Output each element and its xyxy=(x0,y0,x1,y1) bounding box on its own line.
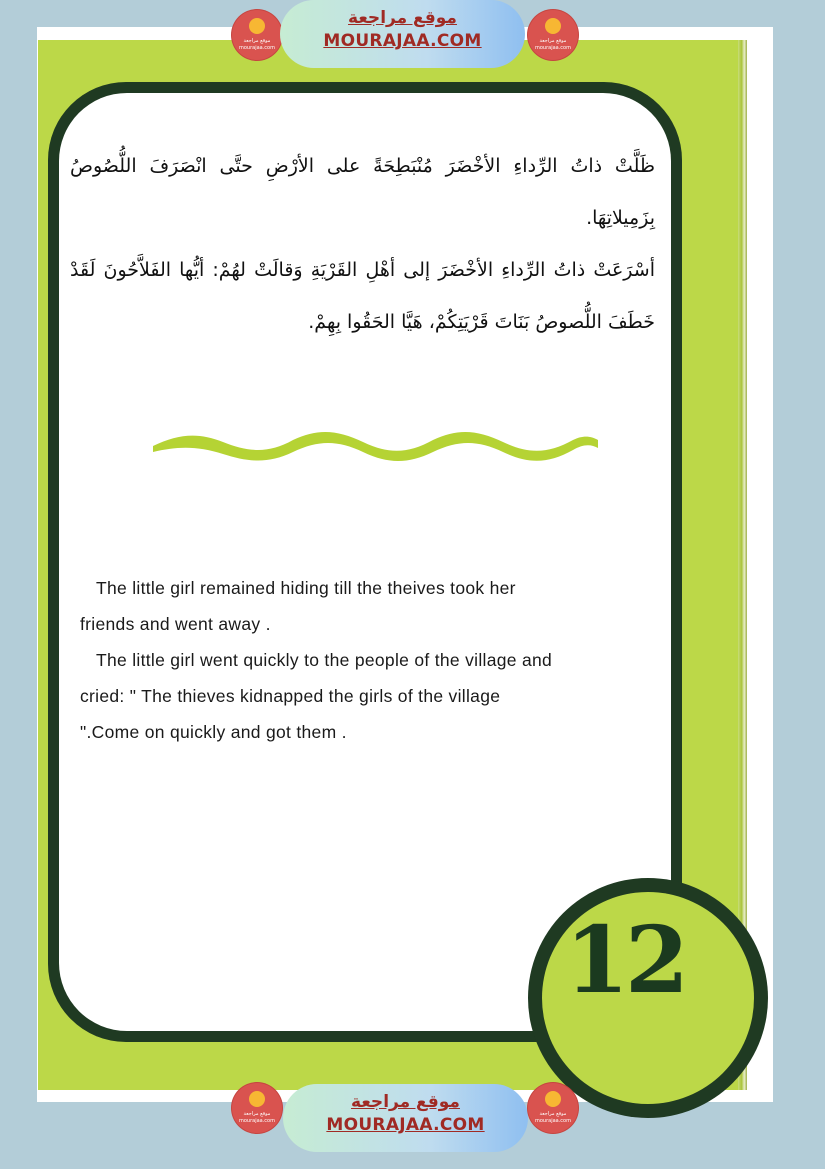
watermark-site: MOURAJAA.COM xyxy=(326,1115,485,1135)
wave-shape xyxy=(153,432,598,461)
watermark-banner[interactable] xyxy=(280,0,525,68)
watermark-site: MOURAJAA.COM xyxy=(323,31,482,51)
logo-caption: موقع مراجعة mourajaa.com xyxy=(534,38,571,51)
english-line-3: The little girl went quickly to the people of the village and xyxy=(96,650,553,670)
english-line-5: ".Come on quickly and got them . xyxy=(80,722,347,742)
page-number: 12 xyxy=(564,906,686,1014)
logo-caption: موقع مراجعة mourajaa.com xyxy=(238,38,275,51)
watermark-arabic: موقع مراجعة xyxy=(348,8,457,28)
site-logo-icon xyxy=(528,1083,578,1133)
logo-caption: موقع مراجعة mourajaa.com xyxy=(534,1111,571,1124)
logo-dot xyxy=(249,1091,265,1107)
arabic-paragraph-1: ظَلَّتْ ذاتُ الرِّداءِ الأخْضَرَ مُنْبَطِحَةً على الأرْضِ حتَّى انْصَرَفَ اللُّصُوصُ بِزَمِيلاتِهَا. xyxy=(70,155,655,230)
site-logo-icon xyxy=(232,1083,282,1133)
site-logo-icon xyxy=(232,10,282,60)
arabic-text xyxy=(70,140,655,348)
english-line-2: friends and went away . xyxy=(80,614,271,634)
watermark-arabic: موقع مراجعة xyxy=(351,1092,460,1112)
watermark-banner[interactable] xyxy=(283,1084,528,1152)
arabic-paragraph-2: أسْرَعَتْ ذاتُ الرِّداءِ الأخْضَرَ إلى أهْلِ القَرْيَةِ وَقالَتْ لهُمْ: أيُّها الفَلاَّحُونَ لَقَدْ خَطَفَ اللُّصوصُ بَنَاتَ قَرْيَتِكُمْ، هَيَّا الحَقُوا بِهِمْ. xyxy=(70,259,655,334)
logo-dot xyxy=(545,1091,561,1107)
english-text xyxy=(80,570,640,750)
logo-dot xyxy=(545,18,561,34)
logo-dot xyxy=(249,18,265,34)
logo-caption: موقع مراجعة mourajaa.com xyxy=(238,1111,275,1124)
english-line-4: cried: " The thieves kidnapped the girls of the village xyxy=(80,686,501,706)
wave-divider xyxy=(153,424,598,468)
english-line-1: The little girl remained hiding till the theives took her xyxy=(96,578,516,598)
site-logo-icon xyxy=(528,10,578,60)
